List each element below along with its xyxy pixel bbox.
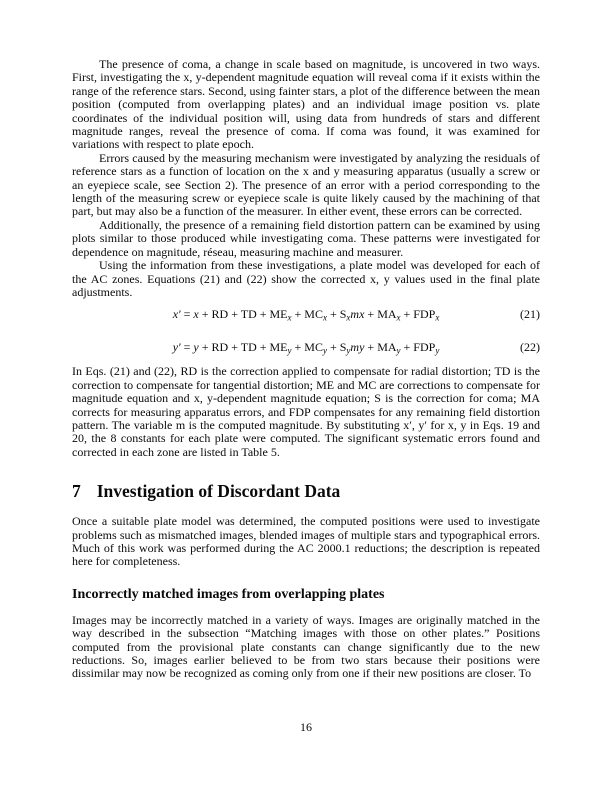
text-block <box>72 58 540 681</box>
equation-21-number: (21) <box>520 307 540 322</box>
section-title: Investigation of Discordant Data <box>96 481 341 502</box>
section-heading <box>72 481 540 501</box>
paragraph-after-equations: In Eqs. (21) and (22), RD is the correction applied to compensate for radial distortion; TD is the correction to compensate for tangential distortion; ME and MC are corrections to compensate for magnitude equation and x, y-dependent magnitude equation; S is the correction for coma; MA corrects for measuring apparatus errors, and FDP compensates for any remaining field distortion pattern. The variable m is the computed magnitude. By substituting x′, y′ for x, y in Eqs. 19 and 20, the 8 constants for each plate were computed. The significant systematic errors found and corrected in each zone are listed in Table 5. <box>72 364 540 459</box>
equation-21-math: x′ = x + RD + TD + $ME_x + MC_x + S_xmx + MA_x + FDP_x$ <box>172 307 440 323</box>
subsection-heading: Incorrectly matched images from overlapping plates <box>72 586 385 602</box>
paragraph-field-distortion: Additionally, the presence of a remaining field distortion pattern can be examined by using plots similar to those produced while investigating coma. These patterns were investigated for dependence on magnitude, réseau, measuring machine and measurer. <box>72 217 540 259</box>
equation-22 <box>72 339 540 359</box>
paragraph-plate-model: Using the information from these investigations, a plate model was developed for each of the AC zones. Equations (21) and (22) show the corrected x, y values used in the final plate adjustments. <box>72 258 540 299</box>
paragraph-measuring-errors: Errors caused by the measuring mechanism were investigated by analyzing the residuals of reference stars as a function of location on the x and y measuring apparatus (usually a screw or an eyepiece scale, see Section 2). The presence of an error with a period corresponding to the length of the measuring screw or eyepiece scale is quite likely caused by the machining of that part, but may also be a function of the measurer. In either event, these errors can be corrected. <box>72 150 540 219</box>
equation-21 <box>72 306 540 326</box>
section-number: 7 <box>72 481 81 502</box>
equation-22-number: (22) <box>520 339 540 354</box>
paragraph-mismatched-images: Images may be incorrectly matched in a variety of ways. Images are originally matched in the way described in the subsection “Matching images with those on other plates.” Positions computed from the provisional plate constants can change significantly due to the new reductions. So, images earlier believed to be from two stars because their positions were dissimilar may now be recognized as coming only from one if their new positions are closer. To <box>72 612 540 681</box>
page-number: 16 <box>300 720 312 734</box>
paragraph-coma: The presence of coma, a change in scale based on magnitude, is uncovered in two ways. First, investigating the x, y-dependent magnitude equation will reveal coma if it exists within the range of the reference stars. Second, using fainter stars, a plot of the difference between the mean position (computed from overlapping plates) and an individual image position vs. plate coordinates of the individual position will, using data from hundreds of stars and different magnitude ranges, reveal the presence of coma. If coma was found, it was examined for variations with respect to plate epoch. <box>72 57 540 152</box>
equation-22-math: y′ = y + RD + TD + $ME_y + MC_y + S_ymy + MA_y + FDP_y$ <box>172 339 440 356</box>
equation-block <box>72 306 540 358</box>
paragraph-discordant-intro: Once a suitable plate model was determined, the computed positions were used to investigate problems such as mismatched images, blended images of multiple stars and typographical errors. Much of this work was performed during the AC 2000.1 reductions; the description is repeated here for completeness. <box>72 514 540 569</box>
